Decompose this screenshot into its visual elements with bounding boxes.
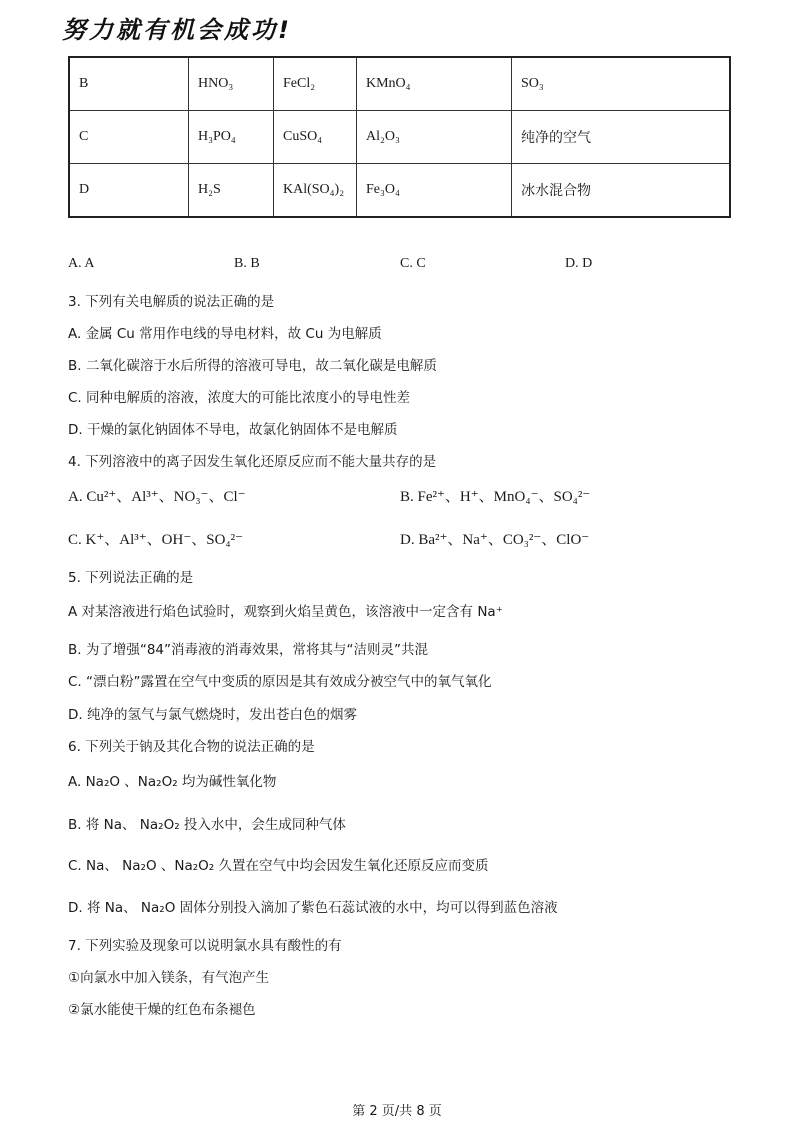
q4-option-a: A. Cu²⁺、Al³⁺、NO₃⁻、Cl⁻ [68,489,246,505]
cell-compound: KMnO₄ [357,57,512,111]
q7-item-1: ①向氯水中加入镁条，有气泡产生 [68,970,270,986]
q6-option-c: C. Na、 Na₂O 、Na₂O₂ 久置在空气中均会因发生氧化还原反应而变质 [68,858,489,874]
choice-b: B. B [234,256,260,271]
cell-acid: H₂S [189,164,274,218]
cell-substance: 冰水混合物 [512,164,731,218]
cell-salt: CuSO₄ [274,111,357,164]
cell-salt: KAl(SO₄)₂ [274,164,357,218]
q3-option-d: D. 干燥的氯化钠固体不导电，故氯化钠固体不是电解质 [68,422,398,438]
q7-stem: 7. 下列实验及现象可以说明氯水具有酸性的有 [68,938,342,954]
row-label: D [69,164,189,218]
cell-acid: H₃PO₄ [189,111,274,164]
q5-option-c: C. “漂白粉”露置在空气中变质的原因是其有效成分被空气中的氧气氧化 [68,674,492,690]
q6-option-d: D. 将 Na、 Na₂O 固体分别投入滴加了紫色石蕊试液的水中，均可以得到蓝色溶液 [68,900,558,916]
choice-a: A. A [68,256,95,271]
table-row [69,164,730,218]
q6-stem: 6. 下列关于钠及其化合物的说法正确的是 [68,739,315,755]
row-label: C [69,111,189,164]
q7-item-2: ②氯水能使干燥的红色布条褪色 [68,1002,256,1018]
q3-option-b: B. 二氧化碳溶于水后所得的溶液可导电，故二氧化碳是电解质 [68,358,437,374]
q4-option-b: B. Fe²⁺、H⁺、MnO₄⁻、SO₄²⁻ [400,489,591,505]
cell-substance: 纯净的空气 [512,111,731,164]
cell-salt: FeCl₂ [274,57,357,111]
q5-option-b: B. 为了增强“84”消毒液的消毒效果，常将其与“洁则灵”共混 [68,642,428,658]
q4-option-d: D. Ba²⁺、Na⁺、CO₃²⁻、ClO⁻ [400,532,590,548]
q5-stem: 5. 下列说法正确的是 [68,570,194,586]
q4-stem: 4. 下列溶液中的离子因发生氧化还原反应而不能大量共存的是 [68,454,437,470]
choice-c: C. C [400,256,426,271]
table-row [69,57,730,111]
q5-option-a: A 对某溶液进行焰色试验时，观察到火焰呈黄色，该溶液中一定含有 Na⁺ [68,604,503,620]
row-label: B [69,57,189,111]
cell-compound: Fe₃O₄ [357,164,512,218]
q5-option-d: D. 纯净的氢气与氯气燃烧时，发出苍白色的烟雾 [68,707,357,723]
cell-compound: Al₂O₃ [357,111,512,164]
q6-option-a: A. Na₂O 、Na₂O₂ 均为碱性氧化物 [68,774,277,790]
q3-stem: 3. 下列有关电解质的说法正确的是 [68,294,275,310]
choice-d: D. D [565,256,593,271]
q3-option-a: A. 金属 Cu 常用作电线的导电材料，故 Cu 为电解质 [68,326,382,342]
page-number: 第 2 页/共 8 页 [352,1104,442,1119]
answer-options-table [68,56,731,218]
slogan-header: 努力就有机会成功! [62,16,292,44]
q3-option-c: C. 同种电解质的溶液，浓度大的可能比浓度小的导电性差 [68,390,411,406]
cell-acid: HNO₃ [189,57,274,111]
cell-substance: SO₃ [512,57,731,111]
q4-option-c: C. K⁺、Al³⁺、OH⁻、SO₄²⁻ [68,532,244,548]
table-row [69,111,730,164]
q6-option-b: B. 将 Na、 Na₂O₂ 投入水中，会生成同种气体 [68,817,346,833]
